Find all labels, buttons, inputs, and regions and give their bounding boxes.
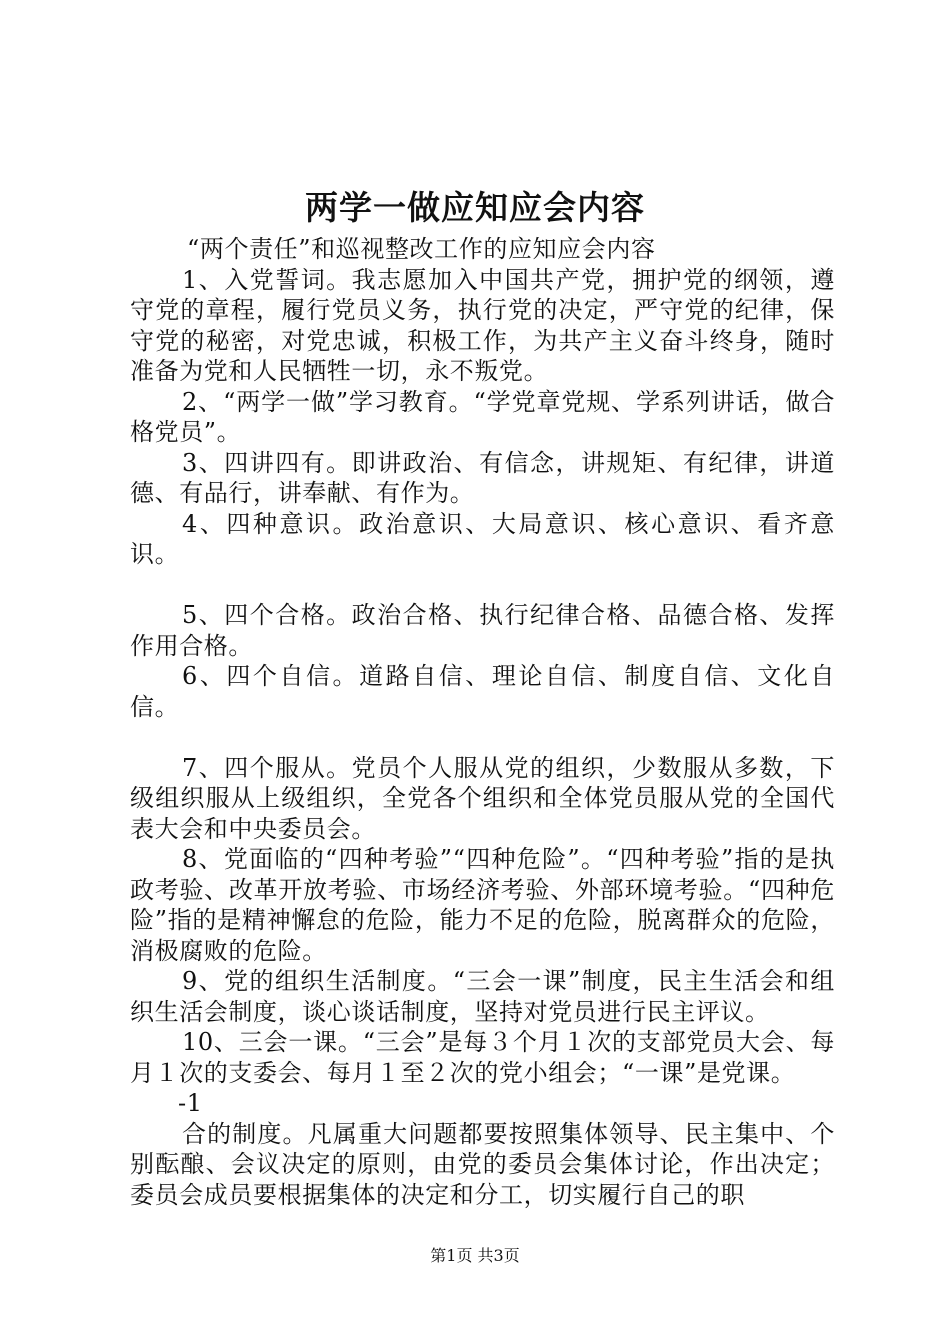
paragraph-four-obediences: 7、四个服从。党员个人服从党的组织，少数服从多数，下级组织服从上级组织，全党各个组织和全体党员服从党的全国代表大会和中央委员会。 — [130, 753, 835, 843]
paragraph-four-consciousness: 4、四种意识。政治意识、大局意识、核心意识、看齐意识。 — [130, 509, 835, 568]
paragraph-four-tests-dangers: 8、党面临的“四种考验”“四种危险”。“四种考验”指的是执政考验、改革开放考验、市场经济考验、外部环境考验。“四种危险”指的是精神懈怠的危险，能力不足的危险，脱离群众的危险，消极腐败的危险。 — [130, 845, 835, 965]
document-body — [130, 234, 835, 1210]
paragraph-four-confidences: 6、四个自信。道路自信、理论自信、制度自信、文化自信。 — [130, 662, 835, 721]
paragraph-organization-life: 9、党的组织生活制度。“三会一课”制度，民主生活会和组织生活会制度，谈心谈话制度，坚持对党员进行民主评议。 — [130, 967, 835, 1026]
page-footer: 第1页 共3页 — [430, 1246, 520, 1265]
paragraph-oath: 1、入党誓词。我志愿加入中国共产党，拥护党的纲领，遵守党的章程，履行党员义务，执行党的决定，严守党的纪律，保守党的秘密，对党忠诚，积极工作，为共产主义奋斗终身，随时准备为党和人民牺牲一切，永不叛党。 — [130, 265, 835, 385]
document-title: 两学一做应知应会内容 — [305, 188, 645, 227]
paragraph-two-learn-one-do: 2、“两学一做”学习教育。“学党章党规、学系列讲话，做合格党员”。 — [130, 387, 835, 446]
paragraph-three-meetings-one-lesson: 10、三会一课。“三会”是每３个月１次的支部党员大会、每月１次的支委会、每月１至２次的党小组会；“一课”是党课。 — [130, 1028, 835, 1087]
page-marker: -1 — [178, 1089, 203, 1117]
paragraph-four-speak-four-have: 3、四讲四有。即讲政治、有信念，讲规矩、有纪律，讲道德、有品行，讲奉献、有作为。 — [130, 448, 835, 507]
paragraph-four-qualified: 5、四个合格。政治合格、执行纪律合格、品德合格、发挥作用合格。 — [130, 601, 835, 660]
document-subtitle: “两个责任”和巡视整改工作的应知应会内容 — [187, 235, 656, 263]
paragraph-continuation: 合的制度。凡属重大问题都要按照集体领导、民主集中、个别酝酿、会议决定的原则，由党的委员会集体讨论，作出决定；委员会成员要根据集体的决定和分工，切实履行自己的职 — [130, 1119, 835, 1209]
